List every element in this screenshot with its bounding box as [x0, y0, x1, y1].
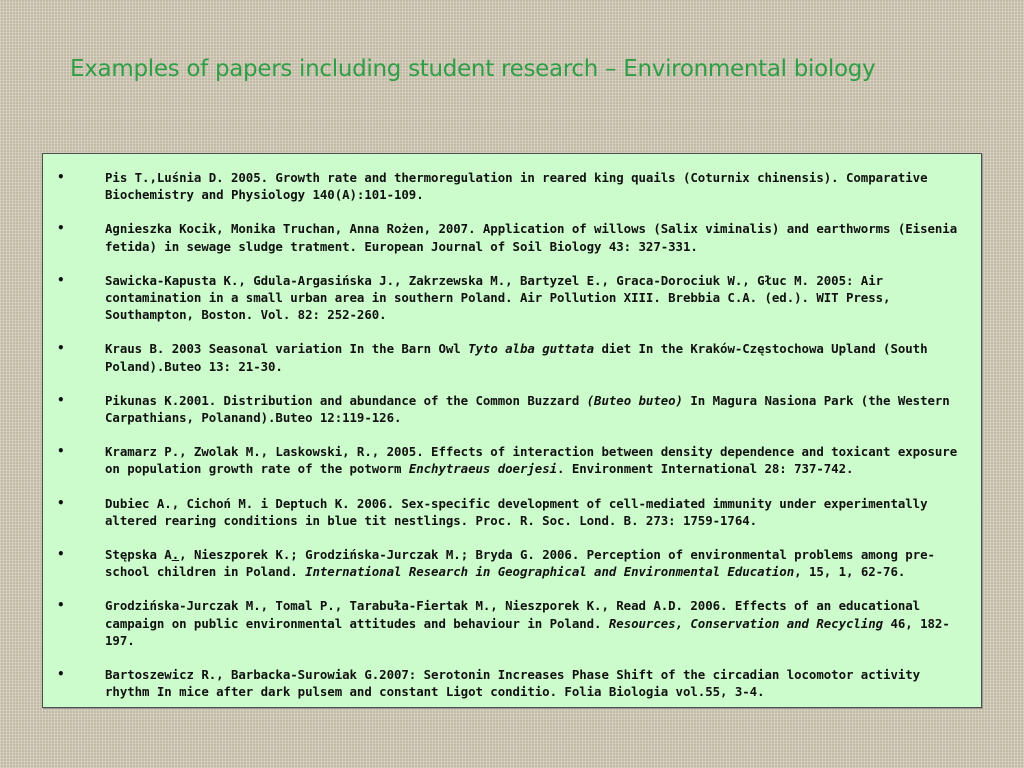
reference-part: Pikunas K.2001. Distribution and abundance of the Common Buzzard	[105, 392, 587, 408]
reference-item	[43, 495, 981, 529]
reference-item	[43, 597, 981, 649]
reference-italic-part: Tyto alba guttata	[468, 341, 595, 357]
reference-part: Stępska A	[105, 547, 172, 563]
reference-part: Pis T.,Luśnia D. 2005. Growth rate and thermoregulation in reared king quails (Coturnix chinensis). Comparative Biochemistry and Physiology 140(A):101-109.	[105, 170, 928, 203]
references-list	[43, 154, 981, 700]
bullet-icon: •	[57, 170, 65, 184]
reference-text	[105, 666, 959, 700]
reference-part: Dubiec A., Cichoń M. i Deptuch K. 2006. Sex-specific development of cell-mediated immunity under experimentally altered rearing conditions in blue tit nestlings. Proc. R. Soc. Lond. B. 273: 1759-1764.	[105, 495, 928, 528]
reference-part: . Environment International 28: 737-742.	[557, 461, 854, 477]
bullet-icon: •	[57, 495, 65, 510]
reference-text	[105, 546, 959, 580]
reference-part: Kramarz P., Zwolak M., Laskowski, R., 2005. Effects of interaction between density dependence and toxicant exposure on population growth rate of the potworm	[105, 444, 958, 477]
reference-part: diet In the Kraków-Częstochowa Upland (South Poland).Buteo 13: 21-30.	[105, 341, 928, 374]
reference-text	[105, 597, 959, 649]
reference-part: Bartoszewicz R., Barbacka-Surowiak G.2007: Serotonin Increases Phase Shift of the circadian locomotor activity rhythm In mice after dark pulsem and constant Ligot conditio. Folia Biologia vol.55, 3-4.	[105, 667, 921, 700]
reference-part: Sawicka-Kapusta K., Gdula-Argasińska J., Zakrzewska M., Bartyzel E., Graca-Dorociuk W., Głuc M. 2005: Air contamination in a small urban area in southern Poland. Air Pollution XIII. Brebbia C.A. (ed.). WIT Press, Southampton, Boston. Vol. 82: 252-260.	[105, 272, 891, 323]
bullet-icon: •	[57, 598, 65, 613]
bullet-icon: •	[57, 444, 65, 459]
reference-item	[43, 272, 981, 324]
reference-part: 46, 182-197.	[105, 615, 950, 648]
bullet-icon: •	[57, 392, 65, 407]
reference-text	[105, 340, 959, 374]
reference-item	[43, 666, 981, 700]
reference-item	[43, 340, 981, 374]
references-box	[42, 153, 982, 708]
bullet-icon: •	[57, 221, 65, 236]
reference-part: , 15, 1, 62-76.	[794, 564, 906, 580]
reference-text	[105, 169, 959, 203]
bullet-icon: •	[57, 547, 65, 562]
reference-italic-part: International Research in Geographical and Environmental Education	[305, 564, 795, 580]
reference-item	[43, 169, 981, 203]
reference-italic-part: Enchytraeus doerjesi	[408, 461, 558, 477]
bullet-icon: •	[57, 272, 65, 287]
reference-part: Kraus B. 2003 Seasonal variation In the Barn Owl	[105, 341, 469, 357]
reference-italic-part: Resources, Conservation and Recycling	[608, 615, 884, 631]
reference-part: In Magura Nasiona Park (the Western Carpathians, Polanand).Buteo 12:119-126.	[105, 392, 950, 426]
reference-item	[43, 392, 981, 426]
reference-item	[43, 546, 981, 580]
reference-part: Agnieszka Kocik, Monika Truchan, Anna Rożen, 2007. Application of willows (Salix viminalis) and earthworms (Eisenia fetida) in sewage sludge tratment. European Journal of Soil Biology 43: 327-331.	[105, 221, 958, 254]
reference-part: Grodzińska-Jurczak M., Tomal P., Tarabuła-Fiertak M., Nieszporek K., Read A.D. 2006. Effects of an educational campaign on public environmental attitudes and behaviour in Poland.	[105, 598, 921, 631]
reference-text	[105, 392, 959, 426]
slide-title: Examples of papers including student research – Environmental biology	[70, 56, 876, 82]
reference-item	[43, 443, 981, 477]
reference-part: .	[171, 547, 180, 563]
reference-text	[105, 272, 959, 324]
reference-italic-part: (Buteo buteo)	[586, 392, 683, 408]
reference-text	[105, 220, 959, 254]
reference-text	[105, 495, 959, 529]
bullet-icon: •	[57, 341, 65, 356]
reference-text	[105, 443, 959, 477]
bullet-icon: •	[57, 667, 65, 682]
reference-item	[43, 220, 981, 254]
reference-part: , Nieszporek K.; Grodzińska-Jurczak M.; Bryda G. 2006. Perception of environmental problems among pre-school children in Poland.	[105, 547, 935, 580]
